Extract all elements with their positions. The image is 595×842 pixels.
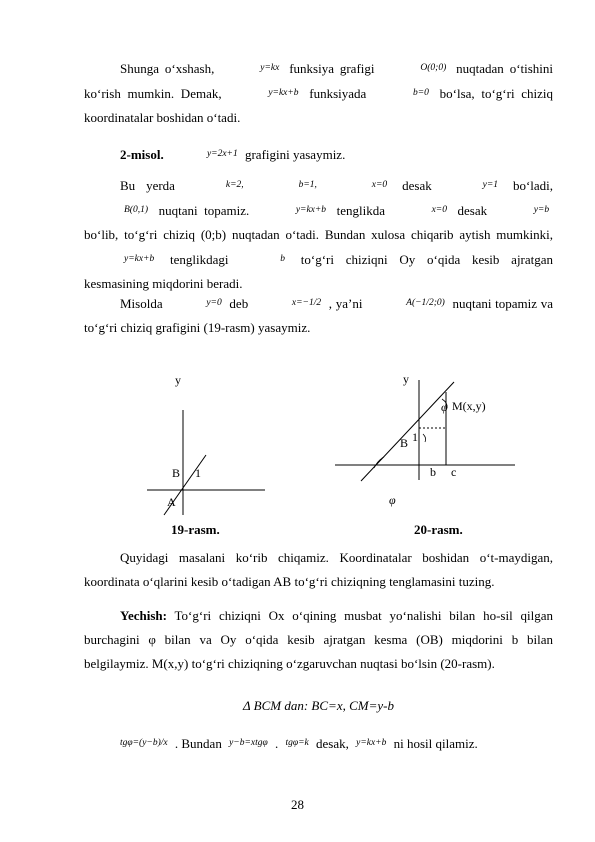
text: ni hosil qilamiz. (393, 736, 478, 751)
text: bo‘lsa, to‘g‘ri chiziq koordinatalar boshidan o‘tadi. (84, 86, 554, 125)
value-label: 1 (412, 430, 418, 444)
text: nuqtadan o‘tishini ko‘rish mumkin. Demak, (84, 61, 554, 101)
point-m-label: M(x,y) (452, 399, 486, 413)
angle-label: φ (389, 493, 396, 507)
text: tenglikda (336, 203, 385, 218)
math: y=kx (260, 63, 280, 73)
text: tenglikdagi (170, 252, 229, 267)
figure-caption: 20-rasm. (414, 522, 463, 537)
paragraph-7 (84, 731, 553, 756)
math: tgφ=(y−b)/x (120, 738, 168, 748)
math: y=kx+b (124, 254, 155, 264)
point-c-label: c (451, 465, 457, 479)
text: deb (229, 296, 249, 311)
figure-19 (140, 370, 280, 520)
point-a-label: A (167, 495, 176, 509)
text: desak (457, 203, 488, 218)
point-b-label: B (400, 436, 409, 450)
math: b=1, (298, 180, 317, 190)
b-label: b (430, 465, 436, 479)
text: bo‘lib, to‘g‘ri chiziq (0;b) nuqtadan o‘tadi. Bundan xulosa chiqarib aytish mumkinki, (84, 227, 553, 242)
paragraph-4 (84, 291, 553, 340)
formula-line: Δ BCM dan: BC=x, CM=y-b (243, 698, 394, 713)
small-arc (423, 434, 426, 442)
text: bo‘ladi, (512, 178, 554, 193)
text: Quyidagi masalani ko‘rib chiqamiz. Koordinatalar boshidan o‘t-maydigan, koordinata o‘qlarini kesib o‘tadigan AB to‘g‘ri chiziqning tenglamasini tuzing. (84, 550, 553, 589)
math: y=0 (206, 298, 222, 308)
math: k=2, (225, 180, 244, 190)
text: To‘g‘ri chiziqni Ox o‘qining musbat yo‘nalishi bilan ho-sil qilgan burchagini φ bilan va Oy o‘qida kesib ajratgan kesma (OB) miqdorini b bilan belgilaymiz. M(x,y) to‘g‘ri chiziqning o‘zgaruvchan nuqtasi bo‘lsin (20-rasm). (84, 608, 553, 671)
y-axis-label: y (403, 372, 409, 386)
paragraph-5 (84, 546, 553, 594)
math: B(0,1) (124, 205, 149, 215)
page-number: 28 (291, 797, 304, 812)
text: . Bundan (174, 736, 222, 751)
text: nuqtani topamiz va to‘g‘ri chiziq grafigini (19-rasm) yasaymiz. (84, 296, 554, 335)
paragraph-1 (84, 56, 553, 130)
math: y−b=xtgφ (229, 738, 268, 748)
text: to‘g‘ri chiziqni Oy o‘qida kesib ajratgan kesmasining miqdorini beradi. (84, 252, 554, 291)
value-label: 1 (195, 466, 201, 480)
solution-label: Yechish: (120, 608, 167, 623)
math: A(−1/2;0) (406, 298, 445, 308)
math: x=0 (431, 205, 447, 215)
math: O(0;0) (420, 63, 447, 73)
math: b (280, 254, 286, 264)
math: y=1 (482, 180, 499, 190)
text: Misolda (120, 296, 163, 311)
math: x=0 (371, 180, 388, 190)
angle-label: φ (441, 400, 448, 414)
point-b-label: B (172, 466, 181, 480)
example-label: 2-misol. (120, 147, 164, 162)
math: y=kx+b (356, 738, 387, 748)
math: y=2x+1 (206, 149, 238, 159)
text: nuqtani topamiz. (158, 203, 250, 218)
math: y=kx+b (295, 205, 327, 215)
text: desak (402, 178, 432, 193)
math: b=0 (413, 88, 429, 98)
paragraph-3 (84, 173, 553, 296)
text: , ya’ni (328, 296, 363, 311)
math: x=−1/2 (291, 298, 322, 308)
paragraph-6 (84, 604, 553, 676)
math: y=b (533, 205, 550, 215)
text: funksiya grafigi (289, 61, 375, 76)
text: Bu yerda (120, 178, 175, 193)
figure-caption: 19-rasm. (171, 522, 220, 537)
text: Shunga o‘xshash, (120, 61, 215, 76)
text: grafigini yasaymiz. (244, 147, 346, 162)
text: desak, (316, 736, 349, 751)
y-axis-label: y (175, 373, 181, 387)
text: . (274, 736, 279, 751)
math: tgφ=k (285, 738, 309, 748)
math: y=kx+b (268, 88, 299, 98)
text: funksiyada (309, 86, 367, 101)
example-heading (84, 142, 553, 167)
